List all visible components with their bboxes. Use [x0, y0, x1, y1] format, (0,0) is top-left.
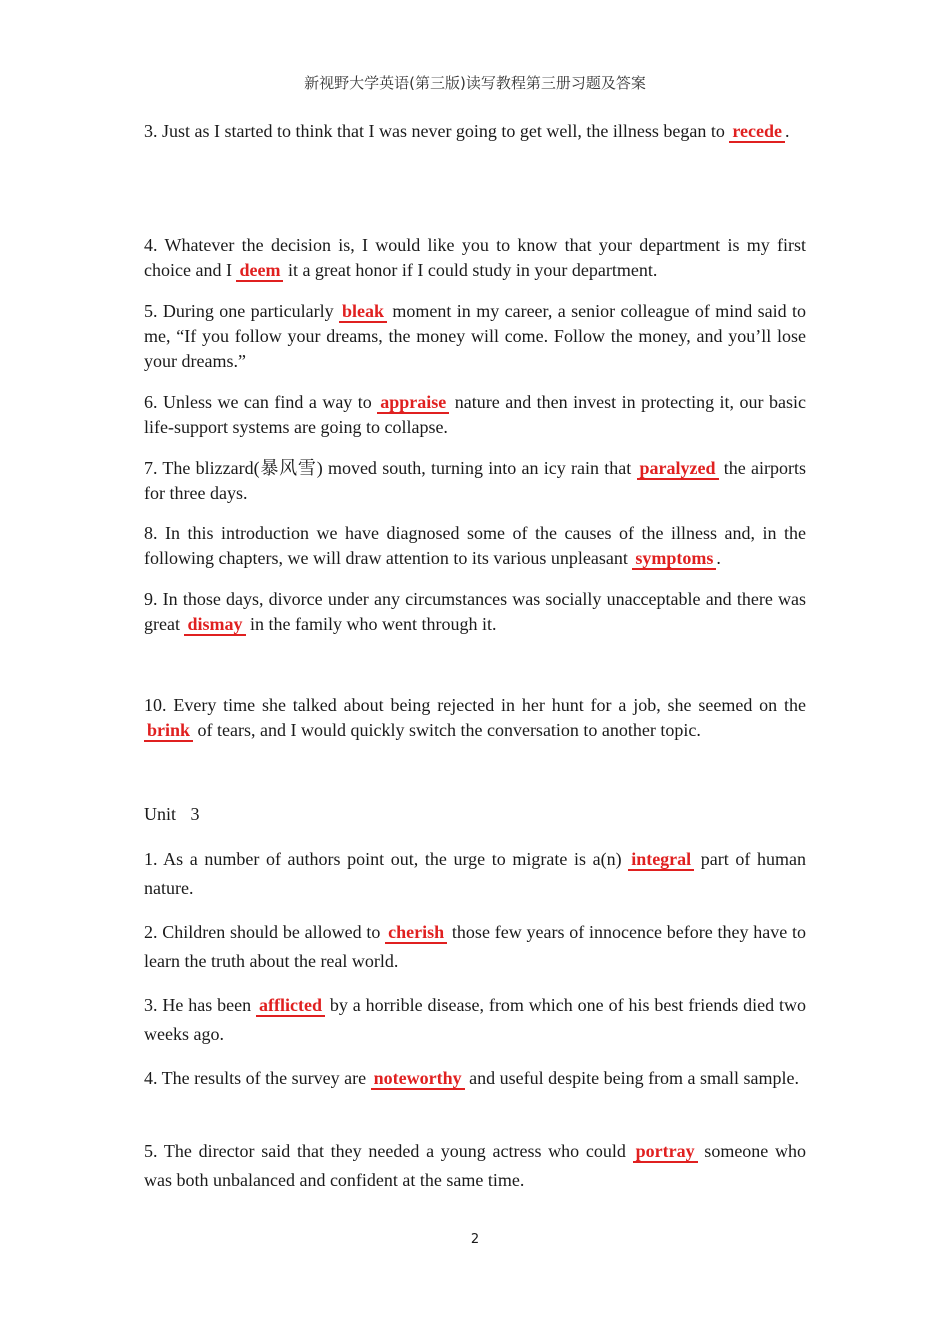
question-text: 1. As a number of authors point out, the urge to migrate is a(n)	[144, 849, 629, 869]
question-text: 9. In those days, divorce under any circumstances was socially unacceptable and there was great	[144, 589, 806, 634]
question-item	[144, 117, 806, 146]
question-text: it a great honor if I could study in your department.	[283, 260, 658, 280]
question-text: 5. During one particularly	[144, 301, 340, 321]
question-text: by a horrible disease, from which one of his best friends died two weeks ago.	[144, 995, 806, 1044]
question-item	[144, 299, 806, 374]
answer-word: portray	[633, 1141, 698, 1163]
answer-word: cherish	[385, 922, 447, 944]
answer-word: bleak	[339, 301, 387, 323]
question-text: and useful despite being from a small sample.	[464, 1068, 800, 1088]
question-text: 7. The blizzard(暴风雪) moved south, turning into an icy rain that	[144, 458, 637, 478]
question-text: someone who was both unbalanced and confident at the same time.	[144, 1141, 807, 1190]
question-item	[144, 233, 806, 283]
question-text: 3. He has been	[144, 995, 257, 1015]
question-text: 8. In this introduction we have diagnosed some of the causes of the illness and, in the following chapters, we will draw attention to its various unpleasant	[144, 523, 806, 568]
answer-word: afflicted	[256, 995, 325, 1017]
answer-word: brink	[144, 720, 193, 742]
question-text: of tears, and I would quickly switch the conversation to another topic.	[193, 720, 701, 740]
answer-word: dismay	[184, 614, 245, 636]
question-text: 10. Every time she talked about being rejected in her hunt for a job, she seemed on the	[144, 695, 806, 715]
question-text: 3. Just as I started to think that I was never going to get well, the illness began to	[144, 121, 730, 141]
question-text: 2. Children should be allowed to	[144, 922, 386, 942]
question-text: part of human nature.	[144, 849, 806, 898]
question-item	[144, 1064, 806, 1093]
question-item	[144, 456, 806, 506]
page-number: 2	[470, 1232, 480, 1247]
question-text: .	[785, 121, 790, 141]
answer-word: appraise	[377, 392, 449, 414]
question-text: the airports for three days.	[144, 458, 806, 503]
answer-word: recede	[729, 121, 785, 143]
question-item	[144, 587, 806, 637]
question-text: 4. The results of the survey are	[144, 1068, 371, 1088]
answer-word: integral	[628, 849, 694, 871]
answer-word: noteworthy	[371, 1068, 465, 1090]
question-item	[144, 1137, 806, 1195]
question-item	[144, 991, 806, 1049]
answer-word: symptoms	[632, 548, 716, 570]
question-text: those few years of innocence before they have to learn the truth about the real world.	[144, 922, 807, 971]
question-text: 4. Whatever the decision is, I would like you to know that your department is my first choice and I	[144, 235, 806, 280]
question-item	[144, 918, 806, 976]
question-item	[144, 693, 806, 743]
question-text: nature and then invest in protecting it, our basic life-support systems are going to collapse.	[144, 392, 806, 437]
question-item	[144, 390, 806, 440]
question-text: 5. The director said that they needed a young actress who could	[144, 1141, 633, 1161]
question-item	[144, 521, 806, 571]
page-header: 新视野大学英语(第三版)读写教程第三册习题及答案	[304, 74, 646, 92]
question-text: moment in my career, a senior colleague of mind said to me, “If you follow your dreams, the money will come. Follow the money, and you’ll lose your dreams.”	[144, 301, 806, 371]
question-text: 6. Unless we can find a way to	[144, 392, 378, 412]
question-item	[144, 845, 806, 903]
answer-word: deem	[236, 260, 283, 282]
answer-word: paralyzed	[637, 458, 719, 480]
unit-heading: Unit 3	[144, 804, 200, 824]
question-text: in the family who went through it.	[245, 614, 497, 634]
question-text: .	[716, 548, 721, 568]
